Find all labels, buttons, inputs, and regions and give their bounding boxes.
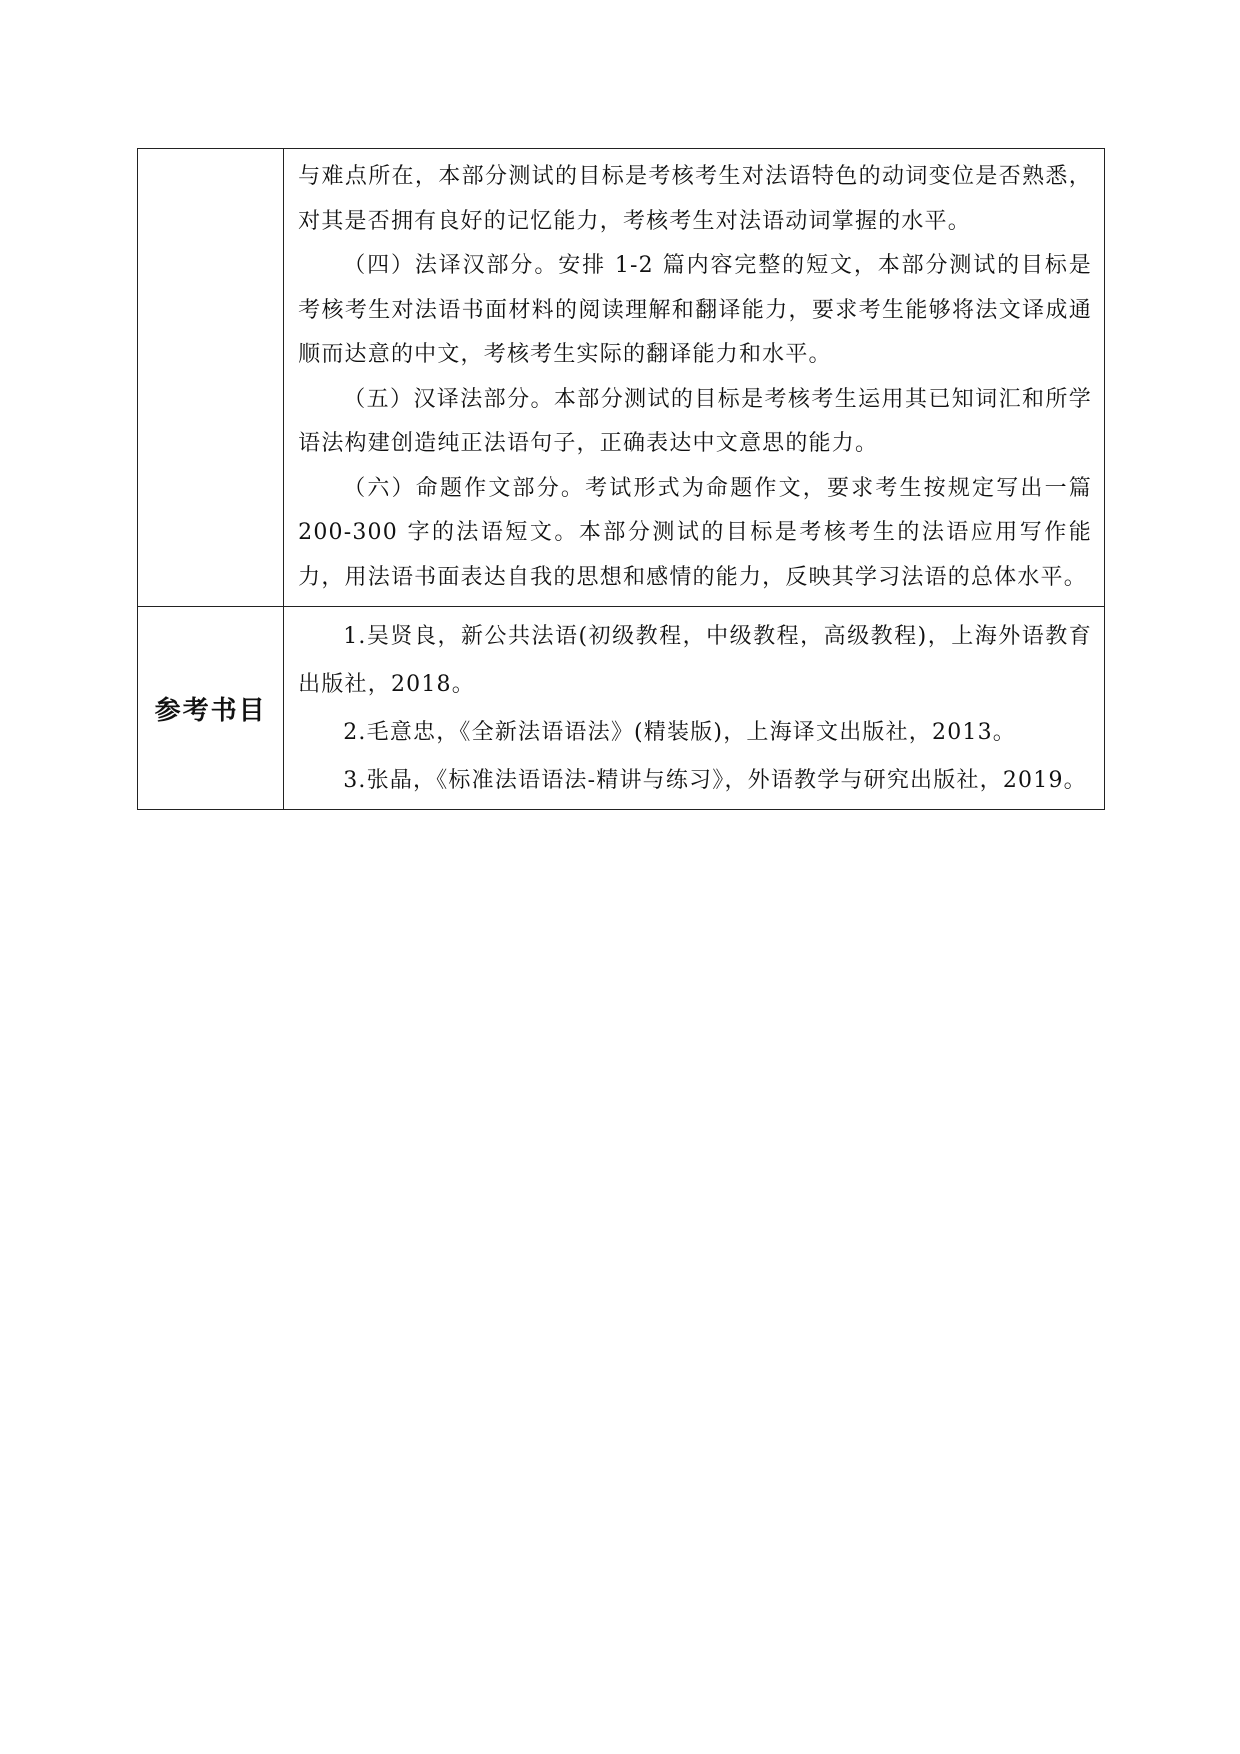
syllabus-table (137, 148, 1105, 810)
references-label: 参考书目 (154, 695, 267, 726)
references-row (138, 607, 1105, 810)
exam-paragraph-chinese-to-french: （五）汉译法部分。本部分测试的目标是考核考生运用其已知词汇和所学语法构建创造纯正法语句子，正确表达中文意思的能力。 (298, 386, 1092, 456)
exam-content-row (138, 149, 1105, 607)
references-cell (284, 607, 1105, 810)
reference-item: 1.吴贤良，新公共法语(初级教程，中级教程，高级教程)，上海外语教育出版社，2018。 (298, 624, 1092, 697)
references-label-cell (138, 607, 284, 810)
exam-paragraph-french-to-chinese: （四）法译汉部分。安排 1-2 篇内容完整的短文，本部分测试的目标是考核考生对法语书面材料的阅读理解和翻译能力，要求考生能够将法文译成通顺而达意的中文，考核考生实际的翻译能力和水平。 (298, 253, 1092, 367)
reference-item: 3.张晶，《标准法语语法-精讲与练习》，外语教学与研究出版社，2019。 (343, 768, 1087, 793)
reference-item: 2.毛意忠，《全新法语语法》(精装版)，上海译文出版社，2013。 (343, 720, 1016, 745)
exam-paragraph-composition: （六）命题作文部分。考试形式为命题作文，要求考生按规定写出一篇 200-300 字的法语短文。本部分测试的目标是考核考生的法语应用写作能力，用法语书面表达自我的思想和感情的能力，反映其学习法语的总体水平。 (298, 475, 1092, 590)
exam-content-cell (284, 149, 1105, 607)
exam-paragraph-continuation: 与难点所在，本部分测试的目标是考核考生对法语特色的动词变位是否熟悉，对其是否拥有良好的记忆能力，考核考生对法语动词掌握的水平。 (298, 164, 1092, 234)
exam-content-label-cell (138, 149, 284, 607)
